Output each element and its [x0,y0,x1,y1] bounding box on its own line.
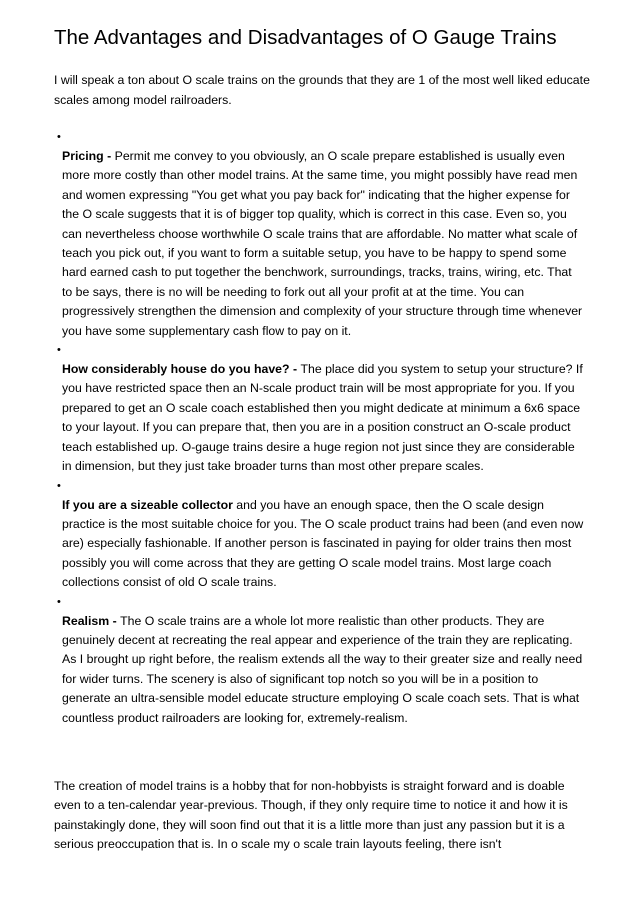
page-title: The Advantages and Disadvantages of O Gauge Trains [54,26,557,49]
list-item-body [54,147,584,341]
bullet-icon: • [57,131,61,143]
advantages-list [54,128,584,728]
list-item [54,128,584,341]
list-item-text: The place did you system to setup your structure? If you have restricted space then an N-scale product train will be most appropriate for you. If you prepared to get an O scale coach established then you might dedicate at minimum a 6x6 space to your layout. If you can prepare that, then you are in a position construct an O-scale product teach established up. O-gauge trains desire a huge region not just since they are considerable in dimension, but they just take broader turns than most other prepare scales. [62,362,583,474]
list-item-body [54,496,584,593]
list-item-text: and you have an enough space, then the O scale design practice is the most suitable choice for you. The O scale product trains had been (and even now are) especially fashionable. If another person is fascinated in paying for older trains then most possibly you will come across that they are getting O scale model trains. Most large coach collections consist of old O scale trains. [62,497,584,590]
list-item [54,341,584,476]
list-item-heading: How considerably house do you have? - [62,362,301,377]
list-item [54,593,584,728]
list-item-heading: If you are a sizeable collector [62,497,237,512]
list-item-body [54,360,584,476]
bullet-icon: • [57,479,61,492]
list-item-text: The O scale trains are a whole lot more realistic than other products. They are genuinely decent at recreating the real appear and experience of the train they are replicating. As I brought up right before, the realism extends all the way to their greater size and really need for wider turns. The scenery is also of significant top notch so you will be in a position to generate an ultra-sensible model educate structure employing O scale coach sets. That is what countless product railroaders are looking for, extremely-realism. [62,613,583,725]
list-item-body [54,612,584,728]
list-item-heading: Pricing - [62,149,115,163]
list-item-heading: Realism - [62,613,121,628]
bullet-icon: • [57,344,61,357]
intro-paragraph: I will speak a ton about O scale trains on the grounds that they are 1 of the most well liked educate scales among model railroaders. [54,73,590,107]
conclusion-paragraph: The creation of model trains is a hobby that for non-hobbyists is straight forward and is doable even to a ten-calendar year-previous. Though, if they only require time to notice it and how it is painstakingly done, they will soon find out that it is a little more than just any passion but it is a serious preoccupation that is. In o scale my o scale train layouts feeling, there isn't [54,779,568,852]
list-item-text: Permit me convey to you obviously, an O scale prepare established is usually even more more costly than other model trains. At the same time, you might possibly have read men and women expressing "You get what you pay back for" indicating that the higher expense for the O scale suggests that it is of bigger top quality, which is correct in this case. Even so, you can nevertheless choose worthwhile O scale trains that are affordable. No matter what scale of teach you pick out, if you want to form a suitable setup, you have to be happy to spend some hard earned cash to put together the benchwork, surroundings, tracks, trains, wiring, etc. That to be says, there is no will be needing to fork out all your profit at at the time. You can progressively strengthen the dimension and complexity of your structure through time whenever you have some supplementary cash flow to pay on it. [62,149,583,338]
bullet-icon: • [57,595,61,608]
list-item [54,477,584,593]
